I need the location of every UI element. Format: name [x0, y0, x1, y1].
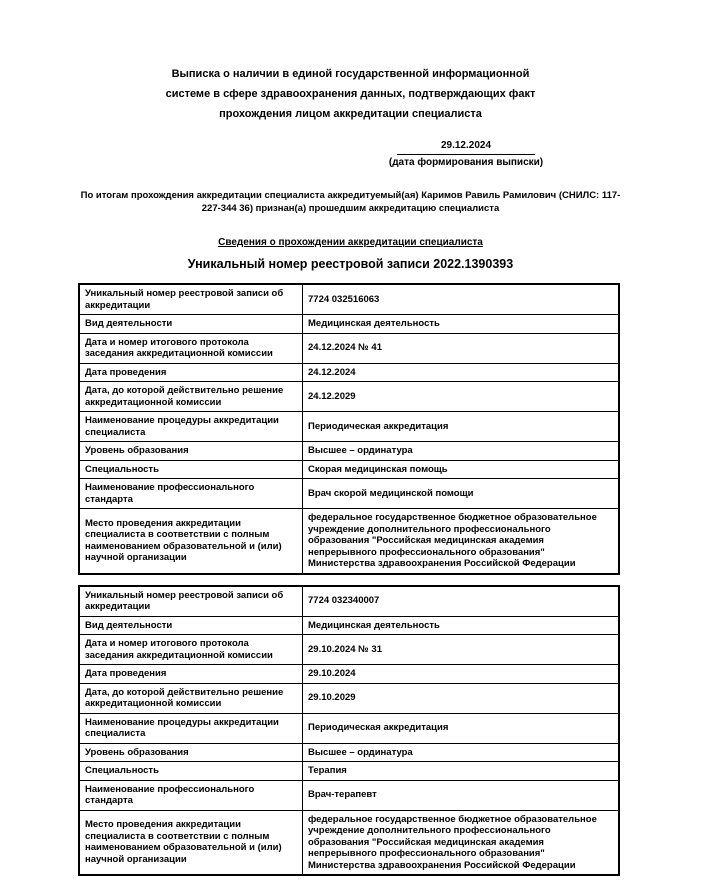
- table-row: [79, 412, 619, 442]
- row-value-cell: Медицинская деятельность: [303, 616, 620, 635]
- registry-number-heading: Уникальный номер реестровой записи 2022.1390393: [187, 257, 514, 271]
- row-label-cell: Наименование профессионального стандарта: [79, 780, 303, 810]
- table-row: [79, 683, 619, 713]
- row-value-cell: Периодическая аккредитация: [303, 412, 620, 442]
- table-row: [79, 665, 619, 684]
- table-row: [79, 762, 619, 781]
- row-label-cell: Уникальный номер реестровой записи об аккредитации: [79, 284, 303, 315]
- section-heading: Сведения о прохождении аккредитации специалиста: [218, 237, 483, 248]
- row-label-cell: Место проведения аккредитации специалиста в соответствии с полным наименованием образовательной и (или) научной организации: [79, 810, 303, 875]
- document-title: [0, 64, 701, 124]
- row-value-cell: 7724 032340007: [303, 586, 620, 617]
- row-label-cell: Дата проведения: [79, 665, 303, 684]
- table-row: [79, 460, 619, 479]
- row-label-cell: Наименование профессионального стандарта: [79, 479, 303, 509]
- row-label-cell: Дата и номер итогового протокола заседания аккредитационной комиссии: [79, 333, 303, 363]
- row-label-cell: Уровень образования: [79, 442, 303, 461]
- table-row: [79, 363, 619, 382]
- intro-paragraph: По итогам прохождения аккредитации специалиста аккредитуемый(ая) Каримов Равиль Рамилович (СНИЛС: 117-227-344 36) признан(а) прошедшим аккредитацию специалиста: [80, 190, 621, 214]
- table-row: [79, 616, 619, 635]
- row-label-cell: Наименование процедуры аккредитации специалиста: [79, 713, 303, 743]
- row-value-cell: Скорая медицинская помощь: [303, 460, 620, 479]
- accreditation-table-2: [78, 585, 620, 877]
- row-value-cell: 24.12.2024 № 41: [303, 333, 620, 363]
- accreditation-table-1: [78, 283, 620, 575]
- row-value-cell: 29.10.2024: [303, 665, 620, 684]
- row-label-cell: Место проведения аккредитации специалиста в соответствии с полным наименованием образовательной и (или) научной организации: [79, 509, 303, 574]
- row-label-cell: Специальность: [79, 460, 303, 479]
- title-line: системе в сфере здравоохранения данных, подтверждающих факт: [165, 88, 536, 100]
- row-label-cell: Уровень образования: [79, 743, 303, 762]
- row-label-cell: Дата, до которой действительно решение аккредитационной комиссии: [79, 382, 303, 412]
- row-value-cell: Медицинская деятельность: [303, 315, 620, 334]
- extract-date-value: 29.12.2024: [397, 140, 535, 155]
- row-value-cell: Высшее – ординатура: [303, 743, 620, 762]
- row-label-cell: Дата проведения: [79, 363, 303, 382]
- table-row: [79, 382, 619, 412]
- row-value-cell: Врач скорой медицинской помощи: [303, 479, 620, 509]
- row-value-cell: Высшее – ординатура: [303, 442, 620, 461]
- row-value-cell: 24.12.2029: [303, 382, 620, 412]
- row-label-cell: Дата и номер итогового протокола заседания аккредитационной комиссии: [79, 635, 303, 665]
- title-line: прохождения лицом аккредитации специалиста: [219, 108, 482, 120]
- row-value-cell: федеральное государственное бюджетное образовательное учреждение дополнительного профессионального образования "Российская медицинская академия непрерывного профессионального образования" Министерства здравоохранения Российской Федерации: [303, 810, 620, 875]
- row-value-cell: Периодическая аккредитация: [303, 713, 620, 743]
- table-row: [79, 743, 619, 762]
- extract-date-caption: (дата формирования выписки): [388, 157, 544, 168]
- row-value-cell: 7724 032516063: [303, 284, 620, 315]
- table-row: [79, 509, 619, 574]
- table-row: [79, 810, 619, 875]
- row-label-cell: Специальность: [79, 762, 303, 781]
- extract-date-block: [387, 140, 545, 169]
- row-value-cell: Врач-терапевт: [303, 780, 620, 810]
- row-value-cell: Терапия: [303, 762, 620, 781]
- table-row: [79, 713, 619, 743]
- table-row: [79, 586, 619, 617]
- row-value-cell: 29.10.2024 № 31: [303, 635, 620, 665]
- table-row: [79, 635, 619, 665]
- row-label-cell: Вид деятельности: [79, 315, 303, 334]
- row-label-cell: Дата, до которой действительно решение аккредитационной комиссии: [79, 683, 303, 713]
- row-label-cell: Наименование процедуры аккредитации специалиста: [79, 412, 303, 442]
- row-value-cell: 24.12.2024: [303, 363, 620, 382]
- table-row: [79, 284, 619, 315]
- row-label-cell: Вид деятельности: [79, 616, 303, 635]
- table-row: [79, 333, 619, 363]
- row-label-cell: Уникальный номер реестровой записи об аккредитации: [79, 586, 303, 617]
- row-value-cell: 29.10.2029: [303, 683, 620, 713]
- table-row: [79, 442, 619, 461]
- title-line: Выписка о наличии в единой государственной информационной: [171, 68, 530, 80]
- table-row: [79, 780, 619, 810]
- row-value-cell: федеральное государственное бюджетное образовательное учреждение дополнительного профессионального образования "Российская медицинская академия непрерывного профессионального образования" Министерства здравоохранения Российской Федерации: [303, 509, 620, 574]
- table-row: [79, 479, 619, 509]
- table-row: [79, 315, 619, 334]
